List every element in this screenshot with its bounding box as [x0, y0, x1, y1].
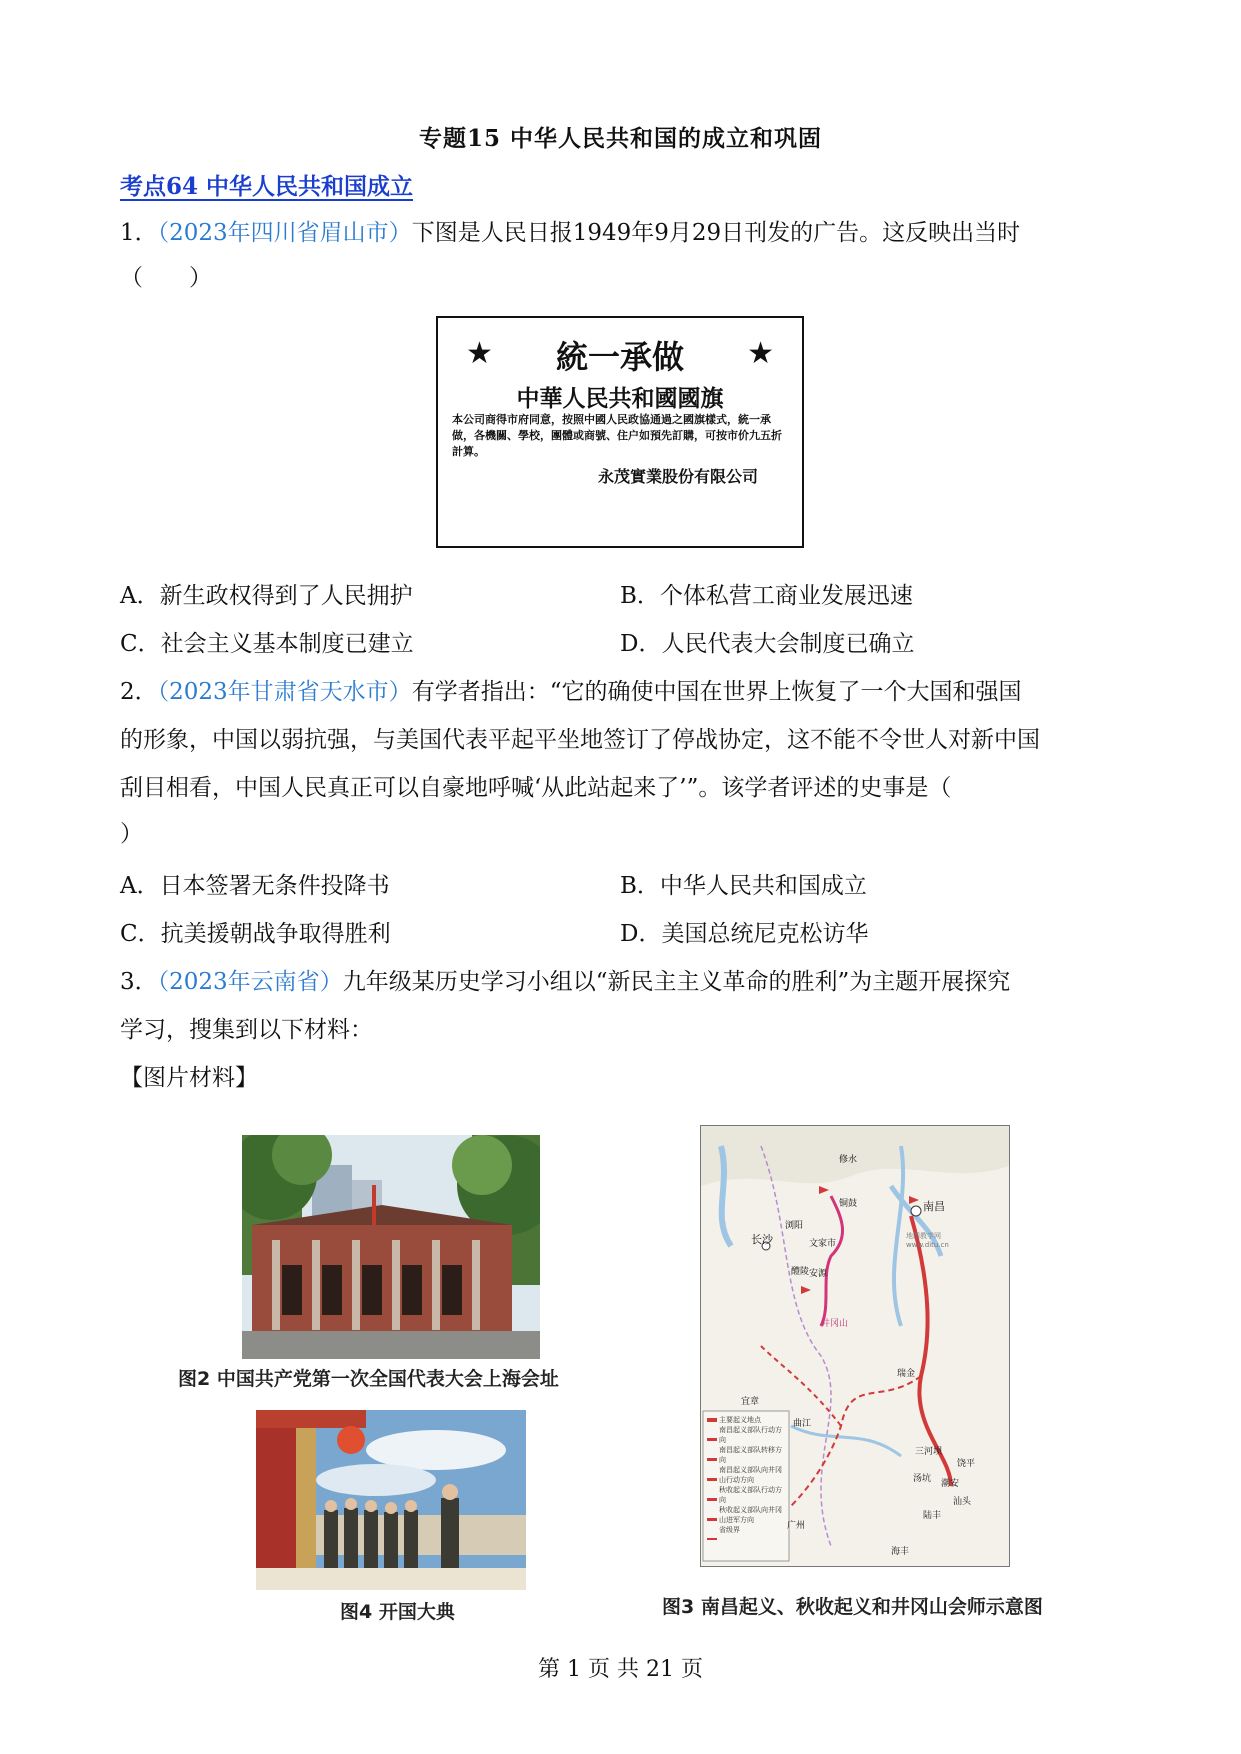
legend-item: 主要起义地点: [719, 1416, 761, 1424]
map-city-label: 饶平: [957, 1459, 976, 1469]
page-title: 专题15 中华人民共和国的成立和巩固: [418, 125, 822, 152]
ad-heading: 統一承做: [555, 338, 684, 376]
q2-text1: 有学者指出：“它的确使中国在世界上恢复了一个大国和强国: [411, 679, 1022, 705]
map-uprisings: [700, 1125, 1010, 1567]
q2-option-d: D．美国总统尼克松访华: [620, 921, 869, 947]
q1-answer-paren: （ ）: [120, 265, 212, 291]
map-city-label: 汕头: [953, 1497, 972, 1507]
newspaper-ad: [436, 316, 804, 548]
q2-number: 2．: [120, 679, 158, 705]
map-city-label: 修水: [839, 1155, 858, 1165]
q1-option-a: A．新生政权得到了人民拥护: [120, 583, 413, 609]
q1-text: 下图是人民日报1949年9月29日刊发的广告。这反映出当时: [411, 220, 1021, 246]
q3-line2: 学习，搜集到以下材料：: [120, 1017, 373, 1043]
q2-option-b: B．中华人民共和国成立: [620, 873, 867, 899]
legend-item: 南昌起义部队转移方向: [719, 1446, 782, 1464]
star-icon: ★: [747, 336, 774, 371]
q2-line3: 刮目相看，中国人民真正可以自豪地呼喊‘从此站起来了’”。该学者评述的史事是（: [120, 775, 952, 801]
q2-line1: [120, 676, 1021, 708]
map-city-label: 醴陵: [791, 1267, 810, 1277]
q2-option-a: A．日本签署无条件投降书: [120, 873, 390, 899]
map-city-label: 汤坑: [913, 1474, 932, 1484]
map-city-label: 文家市: [809, 1239, 837, 1249]
q2-option-c: C．抗美援朝战争取得胜利: [120, 921, 391, 947]
q1-option-b: B．个体私营工商业发展迅速: [620, 583, 913, 609]
map-city-label: 瑞金: [897, 1369, 916, 1379]
painting-founding-ceremony: [256, 1410, 526, 1590]
q1-source[interactable]: （2023年四川省眉山市）: [157, 220, 412, 246]
ad-company: 永茂實業股份有限公司: [597, 467, 758, 486]
section-heading[interactable]: 考点64 中华人民共和国成立: [120, 173, 414, 200]
q1-option-c: C．社会主义基本制度已建立: [120, 631, 414, 657]
map-city-label: 宜章: [741, 1397, 760, 1407]
map-city-label: 广州: [787, 1521, 806, 1531]
legend-item: 南昌起义部队行动方向: [719, 1426, 782, 1444]
map-city-label: 长沙: [751, 1233, 773, 1246]
legend-item: 秋收起义部队向井冈山进军方向: [719, 1506, 782, 1524]
page-footer: 第 1 页 共 21 页: [538, 1657, 703, 1682]
q2-line4: ）: [120, 821, 143, 847]
caption-fig3: 图3 南昌起义、秋收起义和井冈山会师示意图: [662, 1596, 1043, 1618]
q3-material-label: 【图片材料】: [120, 1065, 258, 1091]
map-city-label: 三河坝: [915, 1447, 943, 1457]
q2-line2: 的形象，中国以弱抗强，与美国代表平起平坐地签订了停战协定，这不能不令世人对新中国: [120, 727, 1040, 753]
map-city-label: 铜鼓: [839, 1199, 858, 1209]
q1-number: 1．: [120, 220, 158, 246]
q1-option-d: D．人民代表大会制度已确立: [620, 631, 915, 657]
map-city-label: 南昌: [923, 1200, 945, 1213]
q3-source[interactable]: （2023年云南省）: [157, 969, 343, 995]
star-icon: ★: [466, 336, 493, 371]
map-city-label: 潮安: [941, 1479, 960, 1489]
map-city-label: 陆丰: [923, 1511, 942, 1521]
ad-subheading: 中華人民共和國國旗: [516, 386, 724, 412]
caption-fig4: 图4 开国大典: [340, 1601, 455, 1623]
legend-item: 南昌起义部队向井冈山行动方向: [719, 1466, 782, 1484]
map-watermark: 地图教学网 www.ditu.cn: [906, 1232, 949, 1249]
q3-text1: 九年级某历史学习小组以“新民主主义革命的胜利”为主题开展探究: [342, 969, 1011, 995]
q2-source[interactable]: （2023年甘肃省天水市）: [157, 679, 412, 705]
map-city-label: 海丰: [891, 1547, 910, 1557]
legend-item: 省级界: [719, 1526, 740, 1534]
photo-meeting-site: [242, 1135, 540, 1359]
ad-body: 本公司商得市府同意，按照中國人民政協通過之國旗樣式，統一承做，各機關、學校，團體或商號、住户如預先訂購，可按市价九五折計算。: [452, 413, 782, 458]
legend-item: 秋收起义部队行动方向: [719, 1486, 782, 1504]
map-city-label: 曲江: [793, 1419, 812, 1429]
caption-fig2: 图2 中国共产党第一次全国代表大会上海会址: [178, 1368, 559, 1390]
map-city-label: 浏阳: [785, 1221, 804, 1231]
q3-number: 3．: [120, 969, 158, 995]
q1-line1: [120, 217, 1020, 249]
q3-line1: [120, 966, 1010, 998]
map-city-label: 安源: [809, 1269, 828, 1279]
map-legend: [719, 1415, 787, 1535]
map-city-label: 井冈山: [821, 1319, 849, 1329]
